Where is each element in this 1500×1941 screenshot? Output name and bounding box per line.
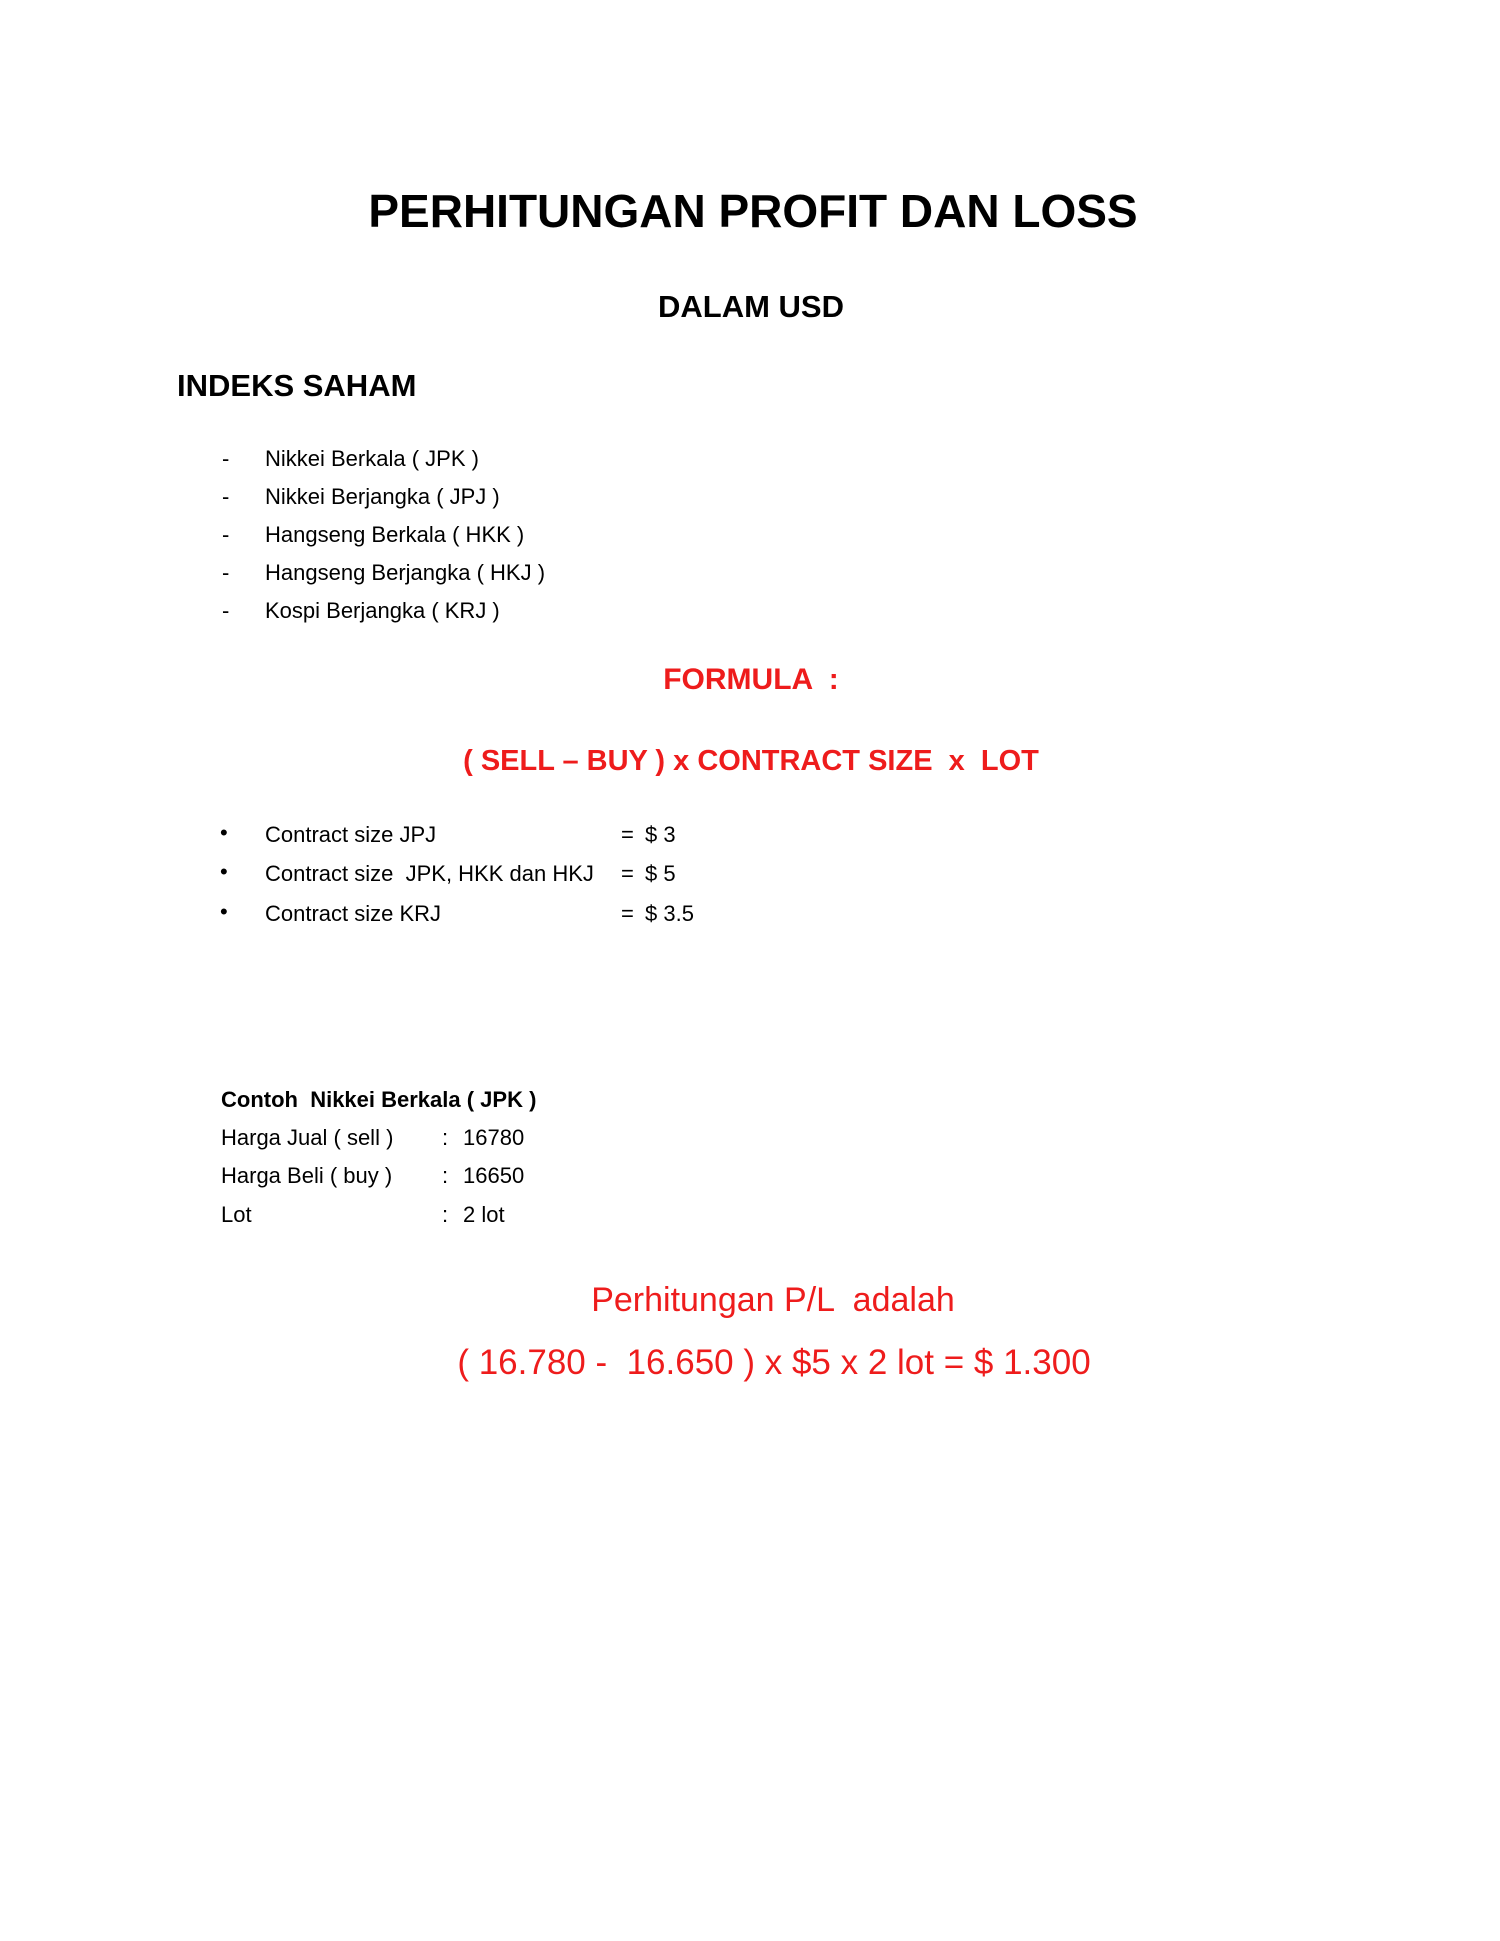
example-label: Harga Beli ( buy ) (221, 1163, 393, 1188)
list-item: Nikkei Berjangka ( JPJ ) (265, 484, 500, 509)
list-dash: - (222, 598, 230, 623)
example-colon: : (442, 1202, 449, 1227)
section-heading: INDEKS SAHAM (177, 368, 417, 403)
example-colon: : (442, 1125, 449, 1150)
contract-size-value: $ 3.5 (645, 901, 694, 926)
example-colon: : (442, 1163, 449, 1188)
contract-size-label: Contract size KRJ (265, 901, 442, 926)
page-title: PERHITUNGAN PROFIT DAN LOSS (368, 185, 1138, 237)
bullet-icon: • (220, 899, 228, 924)
result-equation: ( 16.780 - 16.650 ) x $5 x 2 lot = $ 1.300 (457, 1343, 1091, 1382)
contract-size-eq: = (621, 901, 634, 926)
formula: ( SELL – BUY ) x CONTRACT SIZE x LOT (463, 745, 1039, 777)
bullet-icon: • (220, 859, 228, 884)
result-label: Perhitungan P/L adalah (591, 1281, 955, 1319)
example-heading: Contoh Nikkei Berkala ( JPK ) (221, 1087, 537, 1112)
bullet-icon: • (220, 820, 228, 845)
list-dash: - (222, 484, 230, 509)
contract-size-label: Contract size JPJ (265, 822, 437, 847)
example-value: 16650 (463, 1163, 525, 1188)
formula-label: FORMULA : (663, 663, 839, 696)
subtitle: DALAM USD (658, 289, 844, 324)
contract-size-label: Contract size JPK, HKK dan HKJ (265, 861, 594, 886)
list-item: Hangseng Berjangka ( HKJ ) (265, 560, 546, 585)
list-dash: - (222, 522, 230, 547)
contract-size-value: $ 5 (645, 861, 676, 886)
example-label: Harga Jual ( sell ) (221, 1125, 394, 1150)
list-dash: - (222, 446, 230, 471)
example-value: 2 lot (463, 1202, 505, 1227)
contract-size-value: $ 3 (645, 822, 676, 847)
list-item: Kospi Berjangka ( KRJ ) (265, 598, 500, 623)
example-label: Lot (221, 1202, 252, 1227)
list-item: Nikkei Berkala ( JPK ) (265, 446, 479, 471)
list-dash: - (222, 560, 230, 585)
example-value: 16780 (463, 1125, 525, 1150)
contract-size-eq: = (621, 861, 634, 886)
list-item: Hangseng Berkala ( HKK ) (265, 522, 525, 547)
contract-size-eq: = (621, 822, 634, 847)
